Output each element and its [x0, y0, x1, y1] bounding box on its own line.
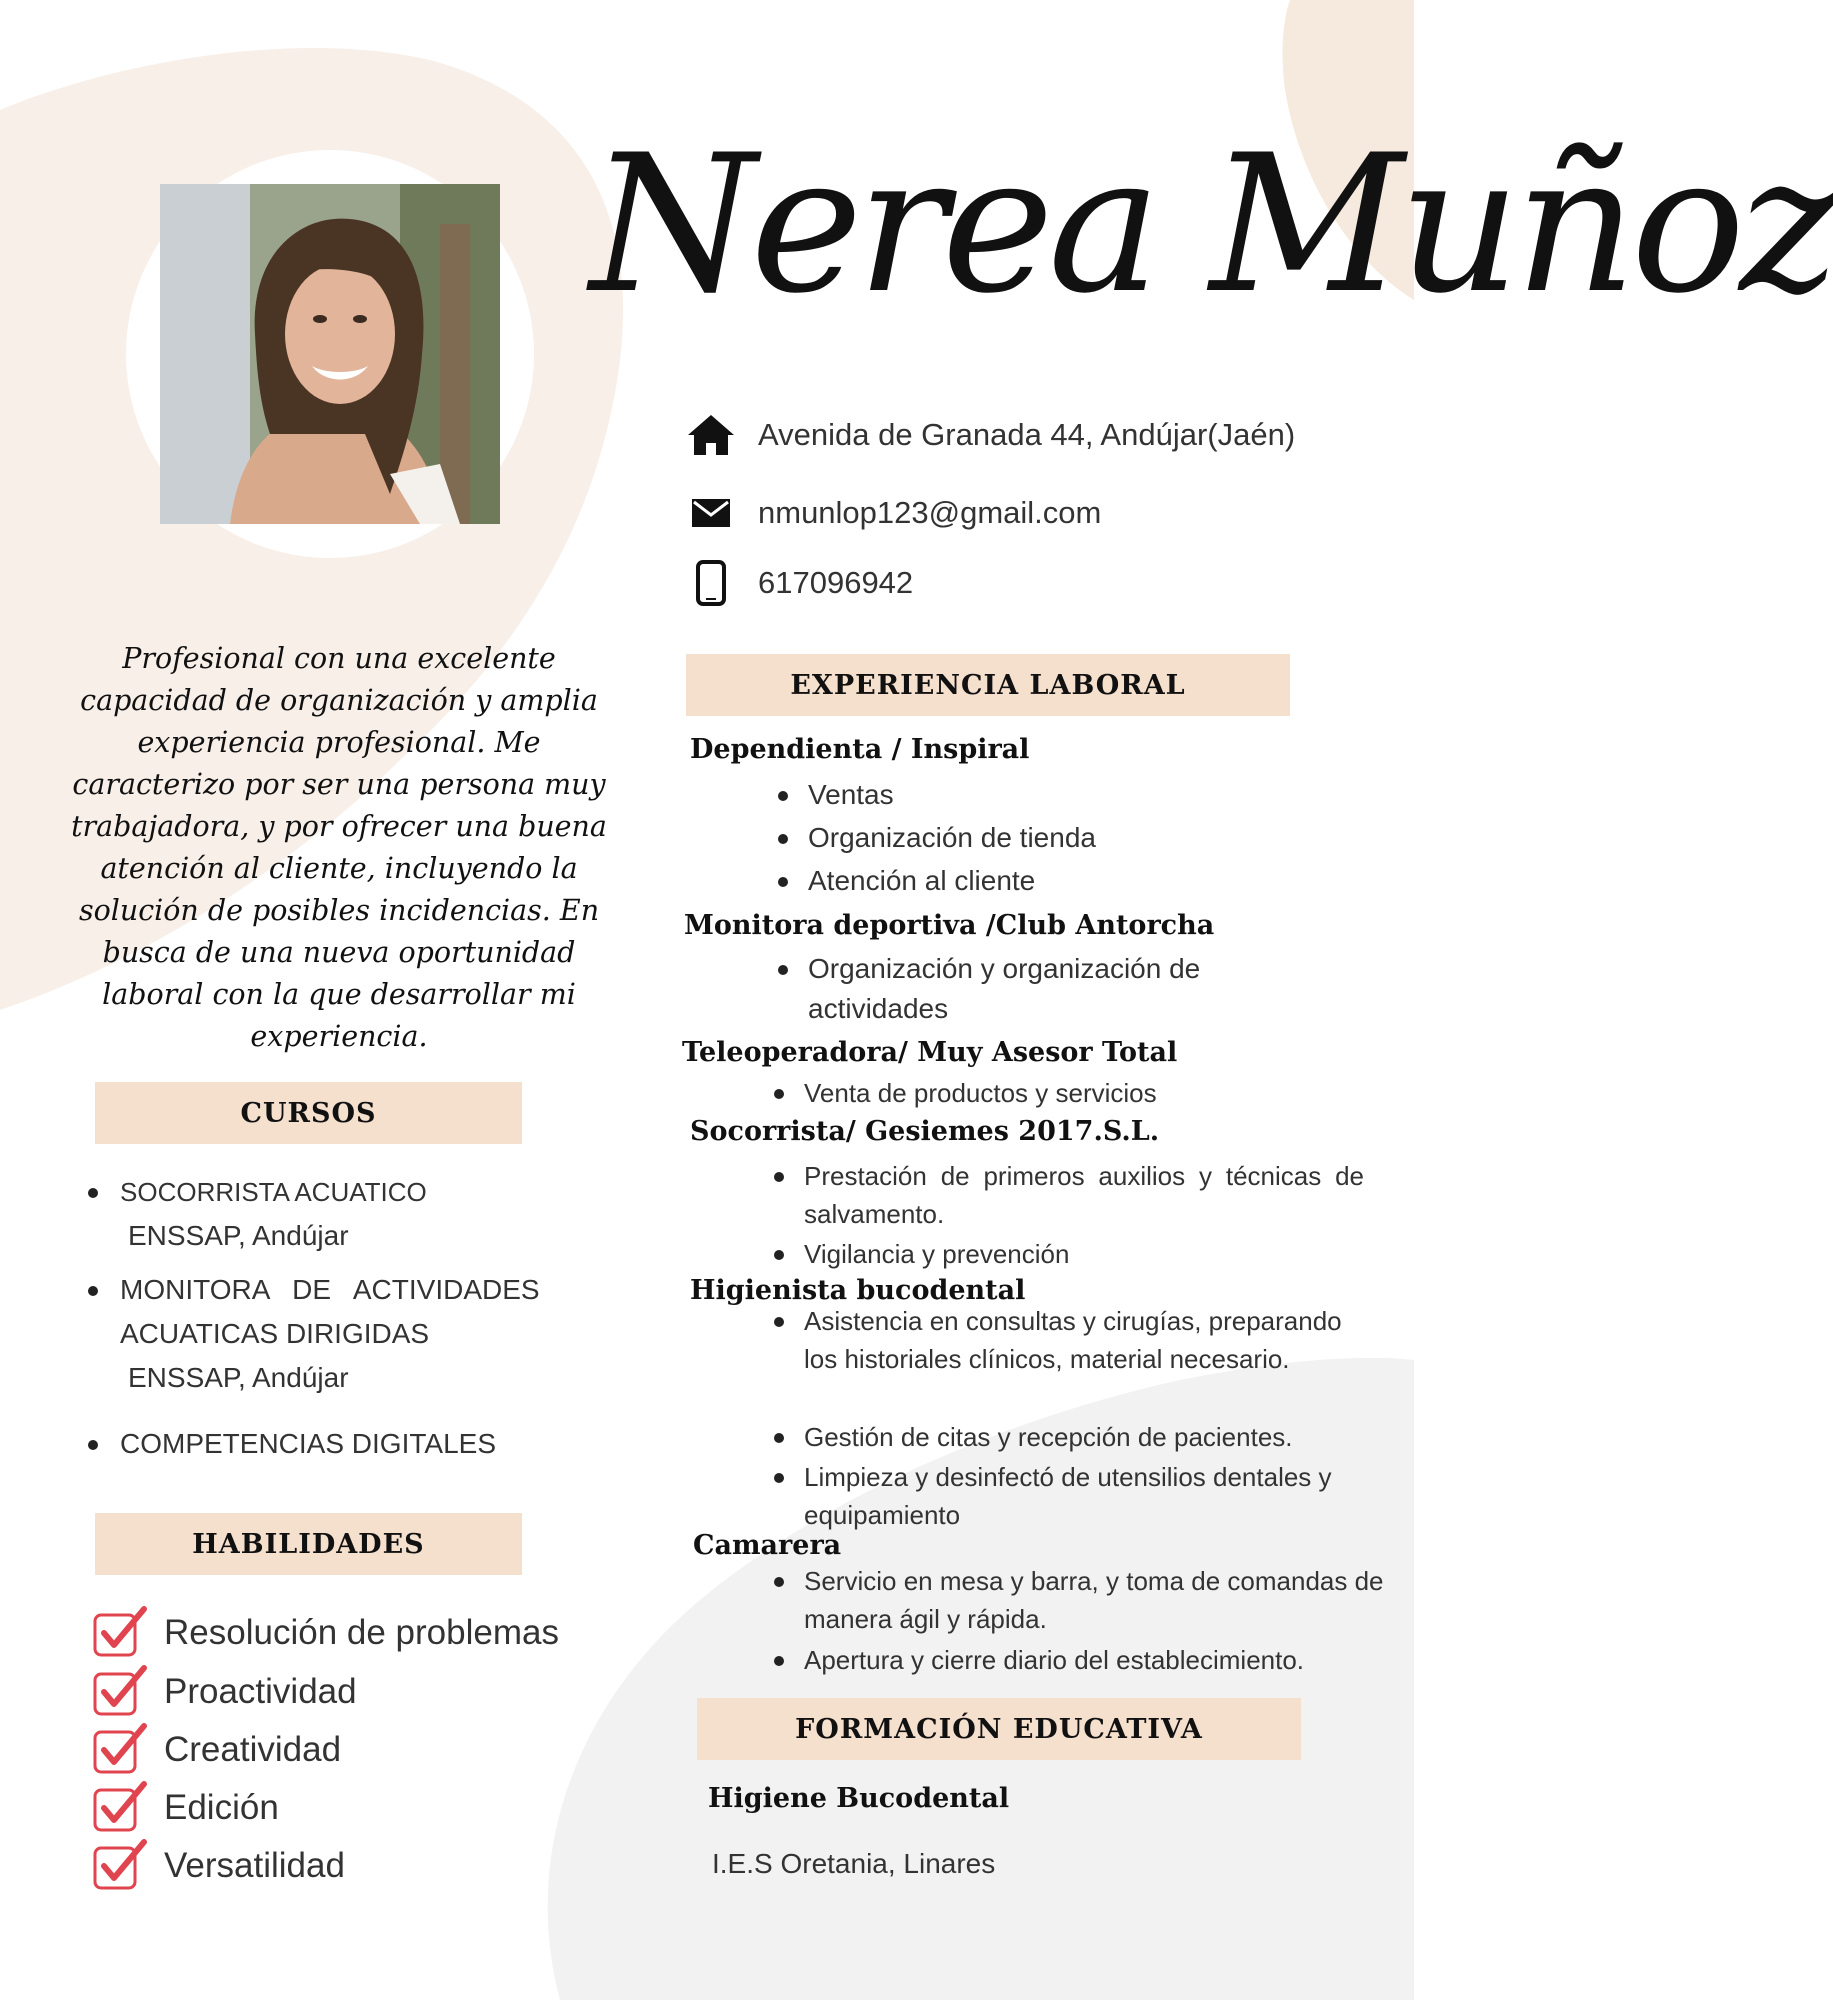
contact-address [686, 410, 1326, 460]
job-duty: Apertura y cierre diario del establecimiento. [804, 1641, 1304, 1679]
job-duty: Organización de tienda [808, 818, 1096, 858]
job-title: Higienista bucodental [690, 1275, 1026, 1306]
job-duty: Servicio en mesa y barra, y toma de comandas de manera ágil y rápida. [804, 1562, 1404, 1638]
skill-label: Proactividad [164, 1672, 357, 1711]
bullet-dot [774, 1473, 784, 1483]
bullet-dot [774, 1656, 784, 1666]
job-duty: Gestión de citas y recepción de pacientes. [804, 1418, 1293, 1456]
skill-label: Creatividad [164, 1730, 342, 1769]
checkbox-checked-icon [92, 1664, 150, 1720]
bullet-dot [88, 1440, 98, 1450]
skill-label: Edición [164, 1788, 279, 1827]
job-duty: Vigilancia y prevención [804, 1235, 1069, 1273]
skill-label: Versatilidad [164, 1846, 345, 1885]
course-item: SOCORRISTA ACUATICO ENSSAP, Andújar [120, 1170, 580, 1258]
phone-text[interactable]: 617096942 [758, 565, 914, 600]
bullet-dot [778, 834, 788, 844]
job-duty: Venta de productos y servicios [804, 1074, 1157, 1112]
contact-phone [686, 558, 1326, 608]
course-item: MONITORA DE ACTIVIDADES ACUATICAS DIRIGIDAS ENSSAP, Andújar [120, 1268, 580, 1400]
address-text: Avenida de Granada 44, Andújar(Jaén) [758, 417, 1296, 452]
skill-item [92, 1605, 559, 1661]
job-title: Dependienta / Inspiral [690, 734, 1030, 765]
education-degree: Higiene Bucodental [708, 1783, 1010, 1814]
profile-photo [160, 184, 500, 524]
experience-heading: EXPERIENCIA LABORAL [686, 654, 1290, 716]
email-text[interactable]: nmunlop123@gmail.com [758, 495, 1102, 530]
bullet-dot [774, 1172, 784, 1182]
job-title: Socorrista/ Gesiemes 2017.S.L. [690, 1116, 1160, 1147]
checkbox-checked-icon [92, 1722, 150, 1778]
checkbox-checked-icon [92, 1780, 150, 1836]
skill-label: Resolución de problemas [164, 1613, 559, 1652]
bullet-dot [774, 1433, 784, 1443]
skills-heading: HABILIDADES [95, 1513, 522, 1575]
job-duty: Organización y organización de actividades [808, 949, 1258, 1029]
job-duty: Atención al cliente [808, 861, 1035, 901]
job-duty: Ventas [808, 775, 894, 815]
job-duty: Asistencia en consultas y cirugías, preparando los historiales clínicos, material necesario. [804, 1302, 1369, 1378]
skill-item [92, 1664, 357, 1720]
job-title: Monitora deportiva /Club Antorcha [684, 910, 1215, 941]
phone-icon [686, 558, 736, 608]
mail-icon [686, 488, 736, 538]
bullet-dot [778, 791, 788, 801]
bullet-dot [774, 1250, 784, 1260]
education-heading: FORMACIÓN EDUCATIVA [697, 1698, 1301, 1760]
bullet-dot [88, 1188, 98, 1198]
bullet-dot [774, 1089, 784, 1099]
job-title: Camarera [693, 1530, 842, 1561]
name-heading: Nerea Muñoz [590, 114, 1833, 335]
checkbox-checked-icon [92, 1605, 150, 1661]
skill-item [92, 1722, 341, 1778]
bullet-dot [778, 965, 788, 975]
bullet-dot [88, 1286, 98, 1296]
bullet-dot [774, 1317, 784, 1327]
course-item: COMPETENCIAS DIGITALES [120, 1422, 580, 1466]
checkbox-checked-icon [92, 1838, 150, 1894]
home-icon [686, 410, 736, 460]
job-duty: Limpieza y desinfectó de utensilios dentales y equipamiento [804, 1458, 1384, 1534]
skill-item [92, 1780, 279, 1836]
courses-heading: CURSOS [95, 1082, 522, 1144]
contact-email [686, 488, 1326, 538]
job-title: Teleoperadora/ Muy Asesor Total [682, 1037, 1178, 1068]
bullet-dot [774, 1577, 784, 1587]
bullet-dot [778, 877, 788, 887]
skill-item [92, 1838, 345, 1894]
education-institution: I.E.S Oretania, Linares [712, 1848, 996, 1879]
job-duty: Prestación de primeros auxilios y técnicas de salvamento. [804, 1157, 1364, 1233]
profile-summary: Profesional con una excelente capacidad de organización y amplia experiencia profesional. Me caracterizo por ser una persona muy trabajadora, y por ofrecer una buena atención al cliente, incluyendo la solución de posibles incidencias. En busca de una nueva oportunidad laboral con la que desarrollar mi experiencia. [71, 642, 607, 1053]
